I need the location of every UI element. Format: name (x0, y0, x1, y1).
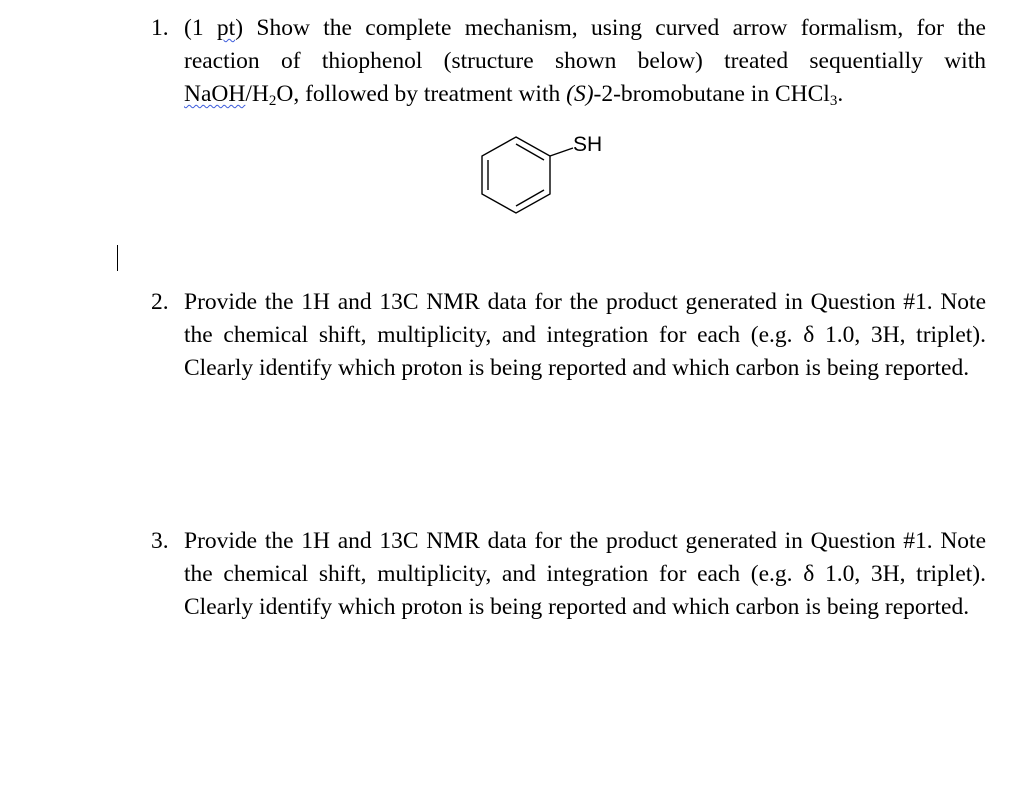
text-run: /H (245, 81, 269, 107)
text-run: . (837, 81, 844, 107)
question-line (184, 12, 986, 45)
question-1 (151, 12, 986, 111)
text-run: ) Show the complete mechanism, using curved arrow formalism, for the (235, 15, 986, 41)
question-number: 2. (151, 289, 169, 315)
stereo-descriptor: (S) (566, 81, 594, 107)
question-3 (151, 525, 986, 624)
question-number: 3. (151, 528, 169, 554)
sh-label: SH (573, 133, 603, 156)
text-cursor (117, 245, 118, 271)
benzene-ring (482, 137, 573, 213)
question-line: reaction of thiophenol (structure shown below) treated sequentially with (184, 48, 986, 74)
double-bond (516, 190, 544, 206)
subscript: 2 (268, 93, 277, 109)
question-line (184, 78, 986, 111)
question-text: Provide the 1H and 13C NMR data for the product generated in Question #1. Note the chemical shift, multiplicity, and integration for each (e.g. δ 1.0, 3H, triplet). Clearly identify which proton is being reported and which carbon is being reported. (184, 289, 986, 381)
c-s-bond (550, 148, 573, 156)
question-text (184, 12, 986, 111)
question-2 (151, 286, 986, 385)
text-run: -2-bromobutane in CHCl (593, 81, 830, 107)
thiophenol-structure (470, 120, 630, 220)
subscript: 3 (829, 93, 838, 109)
double-bond (516, 144, 544, 160)
text-run: (1 (184, 15, 217, 41)
ring-hexagon (482, 137, 550, 213)
text-run: pt (216, 15, 236, 41)
question-number: 1. (151, 15, 169, 41)
text-run: O, followed by treatment with (276, 81, 567, 107)
text-run: NaOH (184, 81, 246, 107)
question-text: Provide the 1H and 13C NMR data for the product generated in Question #1. Note the chemical shift, multiplicity, and integration for each (e.g. δ 1.0, 3H, triplet). Clearly identify which proton is being reported and which carbon is being reported. (184, 528, 986, 620)
